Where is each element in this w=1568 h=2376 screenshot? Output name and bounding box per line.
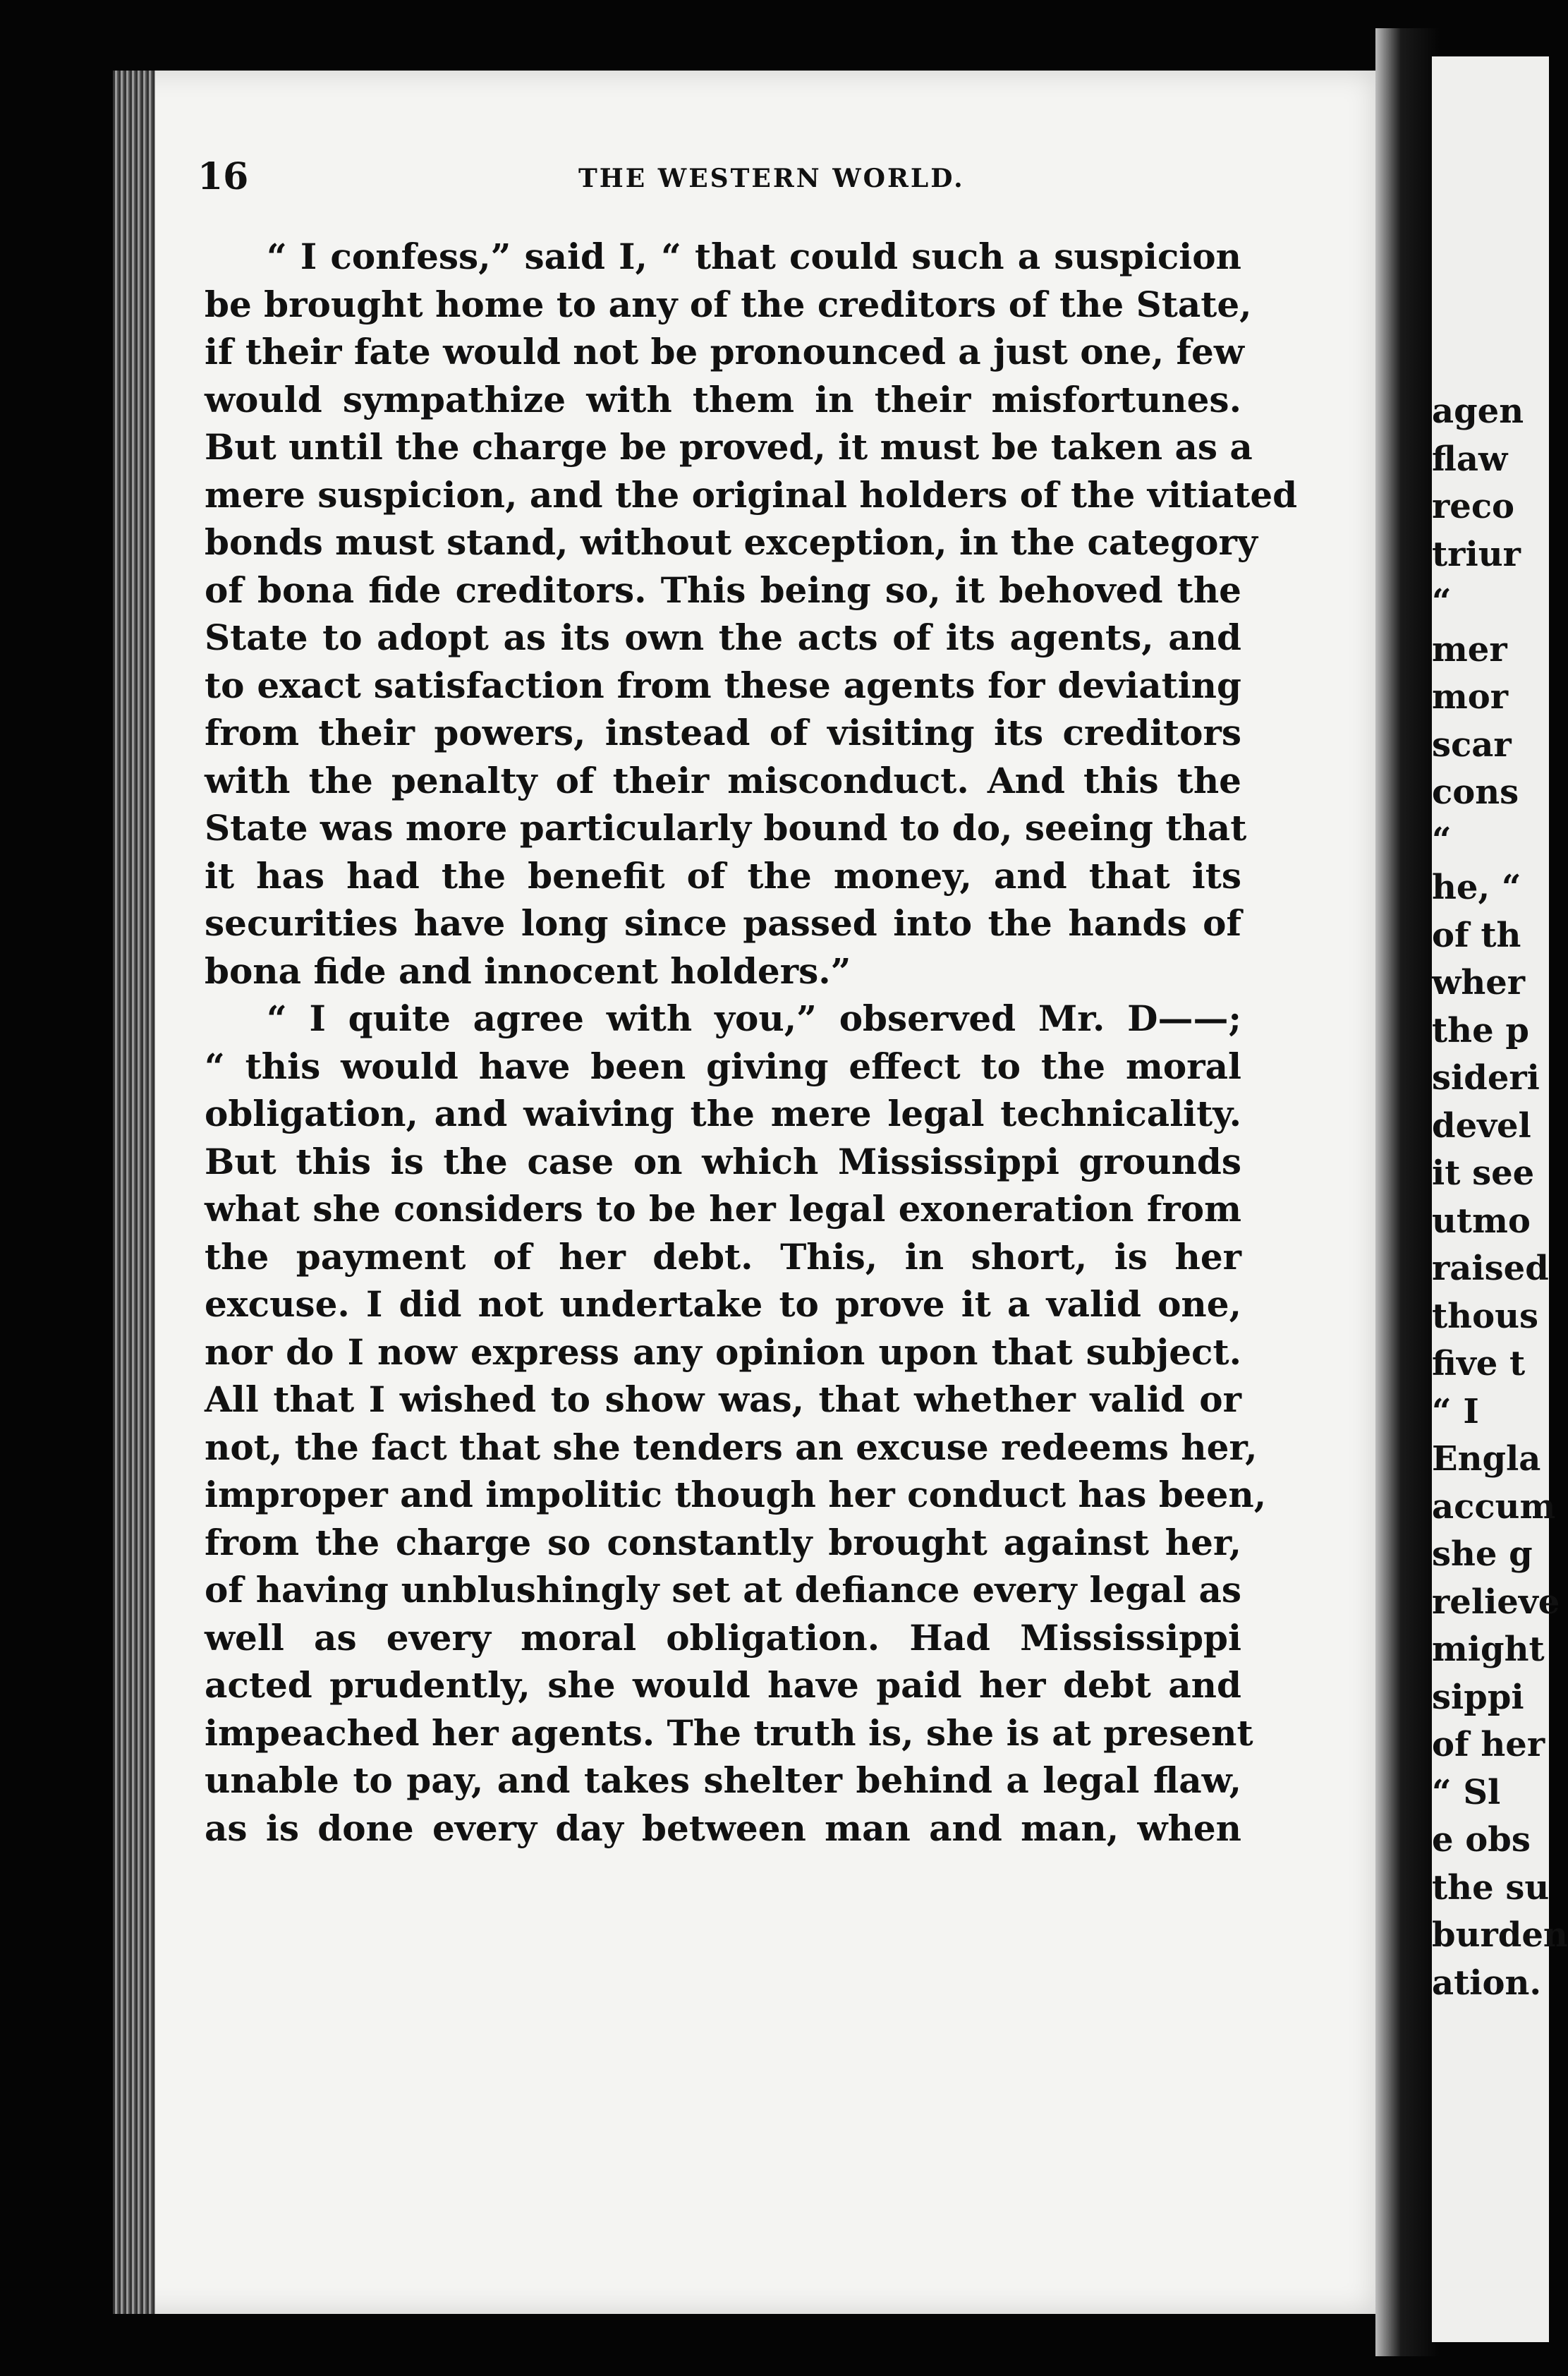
text-line: sideri [1432, 1058, 1540, 1098]
text-line: be brought home to any of the creditors of the State, [205, 283, 1252, 325]
text-line: unable to pay, and takes shelter behind a legal flaw, [205, 1759, 1241, 1801]
text-line: impeached her agents. The truth is, she is at present [205, 1711, 1253, 1754]
text-line: not, the fact that she tenders an excuse redeems her, [205, 1426, 1258, 1468]
body-text [205, 233, 1298, 1852]
text-line: the su [1432, 1867, 1550, 1908]
text-line: might [1432, 1630, 1545, 1669]
text-line: State was more particularly bound to do, seeing that [205, 807, 1247, 849]
text-line: But until the charge be proved, it must be taken as a [205, 426, 1253, 468]
text-line: e obs [1432, 1820, 1531, 1860]
text-line: thous [1432, 1296, 1539, 1336]
text-line: what she considers to be her legal exoneration from [205, 1188, 1241, 1230]
text-line: of bona fide creditors. This being so, it behoved the [205, 569, 1241, 611]
text-line: utmo [1432, 1201, 1531, 1241]
text-line: to exact satisfaction from these agents for deviating [205, 664, 1241, 706]
running-head: THE WESTERN WORLD. [578, 164, 965, 193]
page-number: 16 [197, 155, 249, 198]
text-line: obligation, and waiving the mere legal technicality. [205, 1093, 1241, 1134]
text-line: reco [1432, 487, 1515, 526]
text-line: raised [1432, 1249, 1549, 1288]
text-line: But this is the case on which Mississippi grounds [205, 1140, 1241, 1182]
text-line: burden [1432, 1915, 1568, 1955]
text-line: it has had the benefit of the money, and that its [205, 854, 1241, 897]
text-line: bonds must stand, without exception, in the category [205, 521, 1258, 563]
text-line: triur [1432, 534, 1521, 574]
text-line: the p [1432, 1010, 1529, 1050]
right-page-text [1432, 388, 1568, 2007]
text-line: wher [1432, 963, 1526, 1002]
page-header [197, 155, 1493, 212]
text-line: from their powers, instead of visiting its creditors [205, 712, 1241, 753]
text-line: would sympathize with them in their misfortunes. [205, 378, 1241, 420]
text-line: “ I confess,” said I, “ that could such a suspicion [267, 236, 1241, 277]
text-line: “ Sl [1432, 1772, 1501, 1812]
text-line: accum [1432, 1486, 1556, 1527]
text-line: State to adopt as its own the acts of its agents, and [205, 617, 1241, 658]
text-line: agen [1432, 392, 1524, 431]
text-line: of her [1432, 1725, 1545, 1764]
text-line: mer [1432, 629, 1507, 669]
text-line: well as every moral obligation. Had Mississippi [205, 1616, 1241, 1659]
text-line: sippi [1432, 1677, 1524, 1717]
text-line: as is done every day between man and man, when [205, 1807, 1241, 1849]
text-line: scar [1432, 725, 1512, 765]
text-line: of th [1432, 915, 1521, 955]
page-edges [113, 71, 155, 2314]
text-line: bona fide and innocent holders.” [205, 950, 851, 992]
text-line: flaw [1432, 439, 1508, 479]
text-line: with the penalty of their misconduct. And this the [205, 759, 1241, 801]
text-line: from the charge so constantly brought against her, [205, 1521, 1241, 1563]
right-page [1432, 56, 1568, 2342]
text-line: of having unblushingly set at defiance every legal as [205, 1569, 1241, 1611]
text-line: she g [1432, 1534, 1533, 1574]
book-gutter [1375, 28, 1439, 2356]
text-line: devel [1432, 1105, 1531, 1146]
text-line: All that I wished to show was, that whether valid or [205, 1378, 1241, 1420]
text-line: mor [1432, 677, 1509, 717]
text-line: “ I [1432, 1391, 1479, 1431]
text-line: excuse. I did not undertake to prove it a valid one, [205, 1283, 1241, 1325]
text-line: acted prudently, she would have paid her debt and [205, 1664, 1241, 1706]
text-line: five t [1432, 1344, 1526, 1383]
text-line: it see [1432, 1153, 1535, 1193]
text-line: if their fate would not be pronounced a just one, few [205, 331, 1244, 372]
text-line: improper and impolitic though her conduct has been, [205, 1474, 1267, 1515]
text-line: “ [1432, 820, 1452, 860]
text-line: Engla [1432, 1439, 1541, 1479]
text-line: mere suspicion, and the original holders of the vitiated [205, 473, 1298, 516]
text-line: relieve [1432, 1582, 1560, 1622]
text-line: he, “ [1432, 868, 1521, 907]
text-line: “ [1432, 582, 1452, 622]
text-line: “ I quite agree with you,” observed Mr. D——; [267, 998, 1241, 1039]
text-line: “ this would have been giving effect to the moral [205, 1045, 1241, 1087]
text-line: securities have long since passed into the hands of [205, 902, 1241, 944]
text-line: nor do I now express any opinion upon that subject. [205, 1331, 1241, 1373]
text-line: the payment of her debt. This, in short, is her [205, 1235, 1241, 1278]
text-line: ation. [1432, 1963, 1542, 2003]
text-line: cons [1432, 772, 1519, 812]
